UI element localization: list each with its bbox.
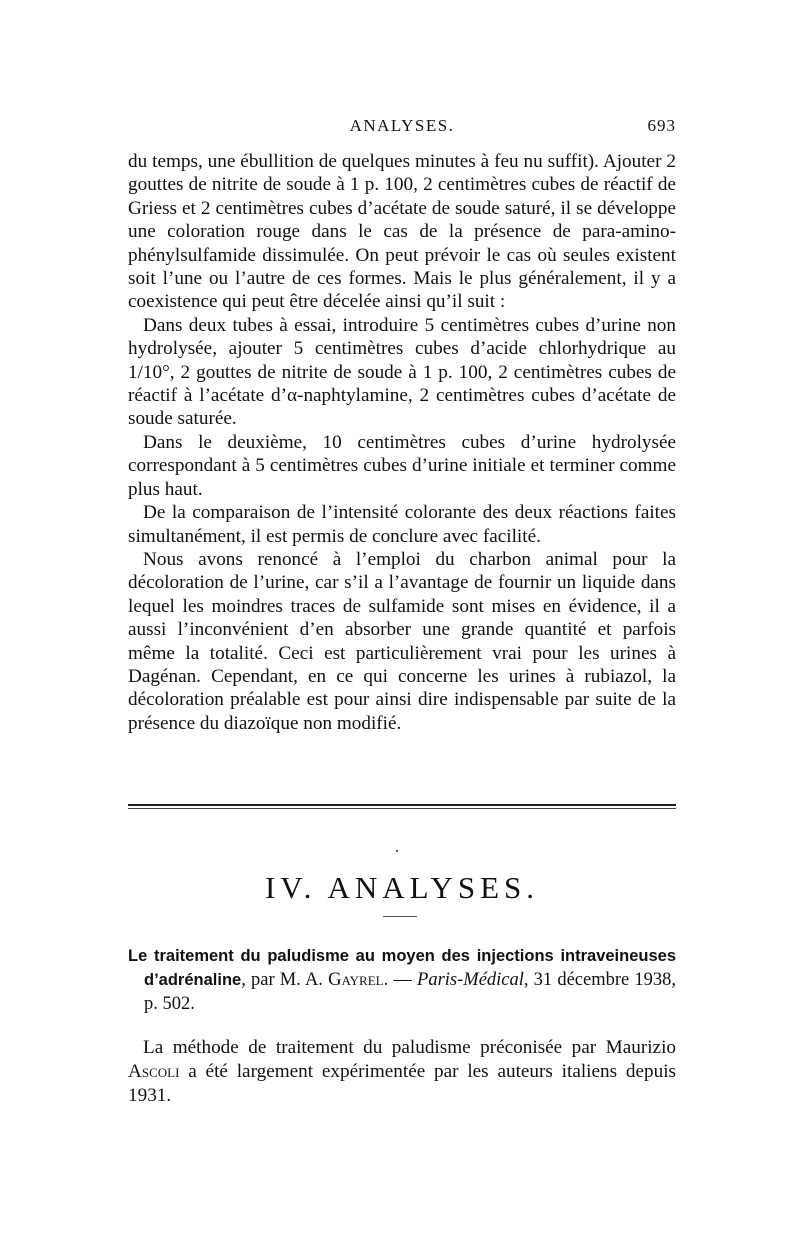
running-head (128, 116, 676, 140)
section-title: IV. ANALYSES. (264, 870, 540, 905)
intro-text-end: a été largement expérimentée par les auteurs italiens depuis 1931. (128, 1061, 676, 1106)
title-underline (383, 916, 417, 917)
intro-paragraph (128, 1036, 676, 1108)
page-number: 693 (647, 116, 676, 135)
reference-citation (128, 944, 676, 1016)
reference-by: , par M. A. (241, 970, 329, 990)
running-title: ANALYSES. (349, 116, 455, 135)
paragraph: du temps, une ébullition de quelques minutes à feu nu suffit). Ajouter 2 gouttes de nitrite de soude à 1 p. 100, 2 centimètres cubes de réactif de Griess et 2 centimètres cubes d’acétate de soude saturé, il se développe une coloration rouge dans le cas de la présence de para-amino-phénylsulfamide dissimulée. On peut prévoir le cas où seules existent soit l’une ou l’autre de ces formes. Mais le plus généralement, il y a coexistence qui peut être décelée ainsi qu’il suit : (128, 151, 676, 313)
section-divider-thin (128, 808, 676, 809)
body-text (128, 150, 676, 735)
section-divider (128, 804, 676, 806)
paragraph: Dans deux tubes à essai, introduire 5 centimètres cubes d’urine non hydrolysée, ajouter 5 centimètres cubes d’acide chlorhydrique au 1/10°, 2 gouttes de nitrite de soude à 1 p. 100, 2 centimètres cubes de réactif à l’acétate d’α-naphtylamine, 2 centimètres cubes d’acétate de soude saturée. (128, 314, 676, 430)
ornament-dot (396, 850, 398, 852)
author-name: Ascoli (128, 1061, 180, 1082)
reference-separator: . — (383, 970, 418, 990)
intro-text: La méthode de traitement du paludisme préconisée par Maurizio (143, 1037, 676, 1058)
reference-journal: Paris-Médical (417, 970, 524, 990)
paragraph: Nous avons renoncé à l’emploi du charbon animal pour la décoloration de l’urine, car s’il a l’avantage de fournir un liquide dans lequel les moindres traces de sulfamide sont mises en évidence, il a aussi l’inconvénient d’en absorber une grande quantité et parfois même la totalité. Ceci est particulièrement vrai pour les urines à Dagénan. Cependant, en ce qui concerne les urines à rubiazol, la décoloration préalable est pour ainsi dire indispensable par suite de la présence du diazoïque non modifié. (128, 548, 676, 734)
paragraph: Dans le deuxième, 10 centimètres cubes d’urine hydrolysée correspondant à 5 centimètres cubes d’urine initiale et terminer comme plus haut. (128, 431, 676, 500)
reference-details: , 31 décembre 1938, p. 502. (144, 970, 676, 1014)
paragraph: De la comparaison de l’intensité colorante des deux réactions faites simultanément, il est permis de conclure avec facilité. (128, 502, 676, 547)
reference-author: Gayrel (328, 970, 384, 990)
reference-title: Le traitement du paludisme au moyen des injections intraveineuses d’adrénaline (128, 947, 676, 989)
